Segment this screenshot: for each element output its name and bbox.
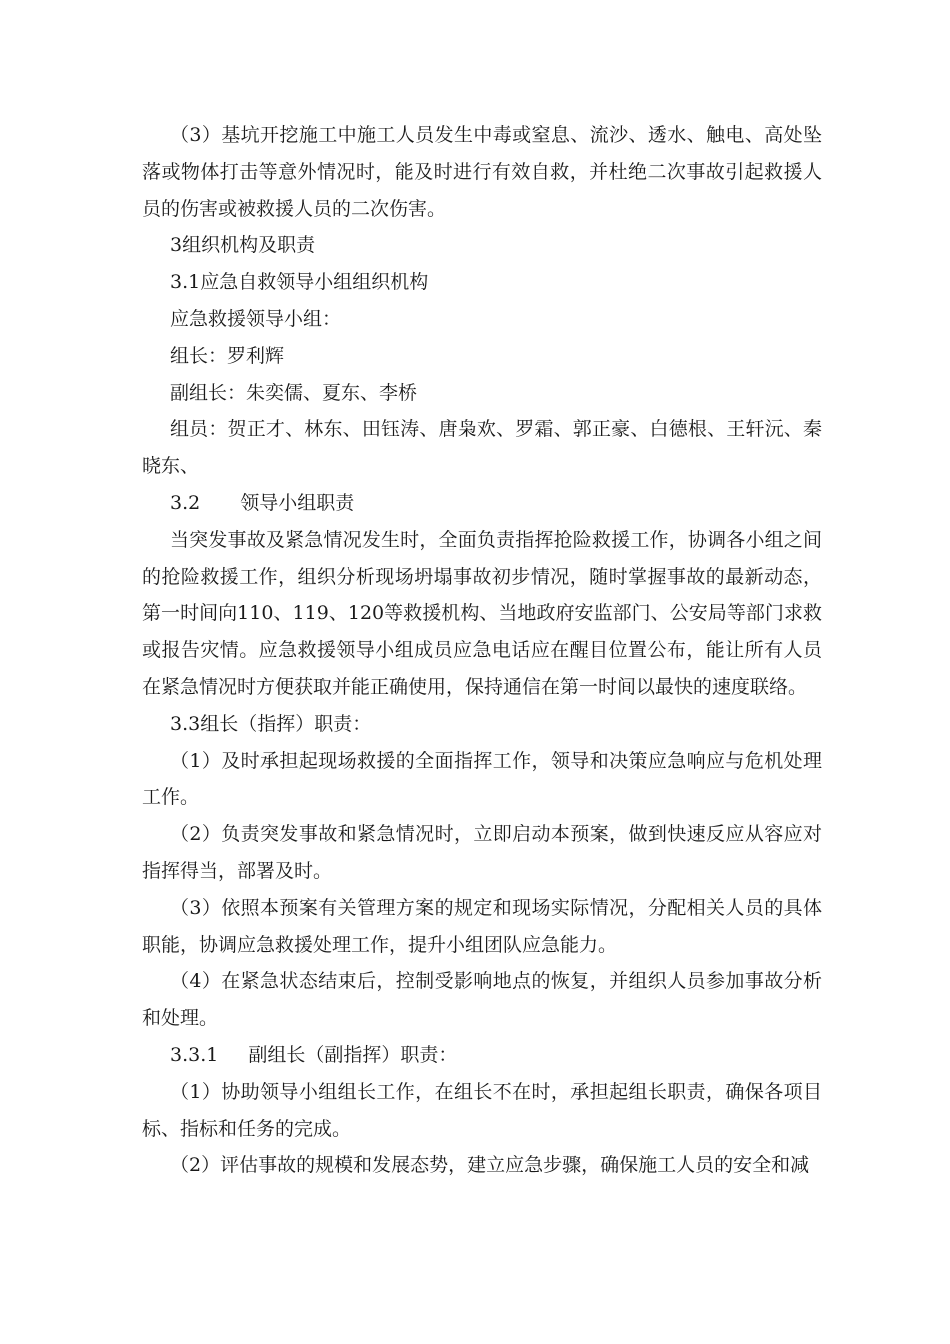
section-title: 领导小组职责 <box>240 491 355 514</box>
section-heading-3-1: 3.1应急自救领导小组组织机构 <box>170 271 429 294</box>
leader-duty-1: （1）及时承担起现场救援的全面指挥工作，领导和决策应急响应与危机处理工作。 <box>142 749 822 809</box>
section-title: 副组长（副指挥）职责： <box>248 1043 458 1066</box>
section-heading-3-2 <box>142 485 822 522</box>
paragraph-duties-3-2: 当突发事故及紧急情况发生时，全面负责指挥抢险救援工作，协调各小组之间的抢险救援工作，组织分析现场坍塌事故初步情况，随时掌握事故的最新动态，第一时间向110、119、120等救援机构、当地政府安监部门、公安局等部门求救或报告灾情。应急救援领导小组成员应急电话应在醒目位置公布，能让所有人员在紧急情况时方便获取并能正确使用，保持通信在第一时间以最快的速度联络。 <box>142 528 822 698</box>
deputy-duty-2: （2）评估事故的规模和发展态势，建立应急步骤，确保施工人员的安全和减 <box>170 1154 810 1177</box>
team-title: 应急救援领导小组： <box>170 307 342 330</box>
leader-duty-3: （3）依照本预案有关管理方案的规定和现场实际情况，分配相关人员的具体职能，协调应急救援处理工作，提升小组团队应急能力。 <box>142 896 822 956</box>
leader-duty-2: （2）负责突发事故和紧急情况时，立即启动本预案，做到快速反应从容应对指挥得当，部署及时。 <box>142 823 822 882</box>
leader-duty-4: （4）在紧急状态结束后，控制受影响地点的恢复，并组织人员参加事故分析和处理。 <box>142 970 822 1030</box>
section-number: 3.3.1 <box>170 1043 219 1066</box>
section-number: 3.2 <box>170 491 201 514</box>
team-deputy-leaders: 副组长：朱奕儒、夏东、李桥 <box>170 381 418 404</box>
deputy-duty-1: （1）协助领导小组组长工作，在组长不在时，承担起组长职责，确保各项目标、指标和任务的完成。 <box>142 1080 822 1140</box>
section-heading-3-3: 3.3组长（指挥）职责： <box>170 712 372 735</box>
paragraph-item-3-rescue: （3）基坑开挖施工中施工人员发生中毒或窒息、流沙、透水、触电、高处坠落或物体打击等意外情况时，能及时进行有效自救，并杜绝二次事故引起救援人员的伤害或被救援人员的二次伤害。 <box>142 124 822 220</box>
team-members: 组员：贺正才、林东、田钰涛、唐枭欢、罗霜、郭正豪、白德根、王轩沅、秦晓东、 <box>142 418 822 478</box>
document-page <box>142 117 822 1184</box>
team-leader: 组长：罗利辉 <box>170 344 285 367</box>
section-heading-3-3-1 <box>142 1037 822 1074</box>
section-heading-3: 3组织机构及职责 <box>170 234 316 257</box>
